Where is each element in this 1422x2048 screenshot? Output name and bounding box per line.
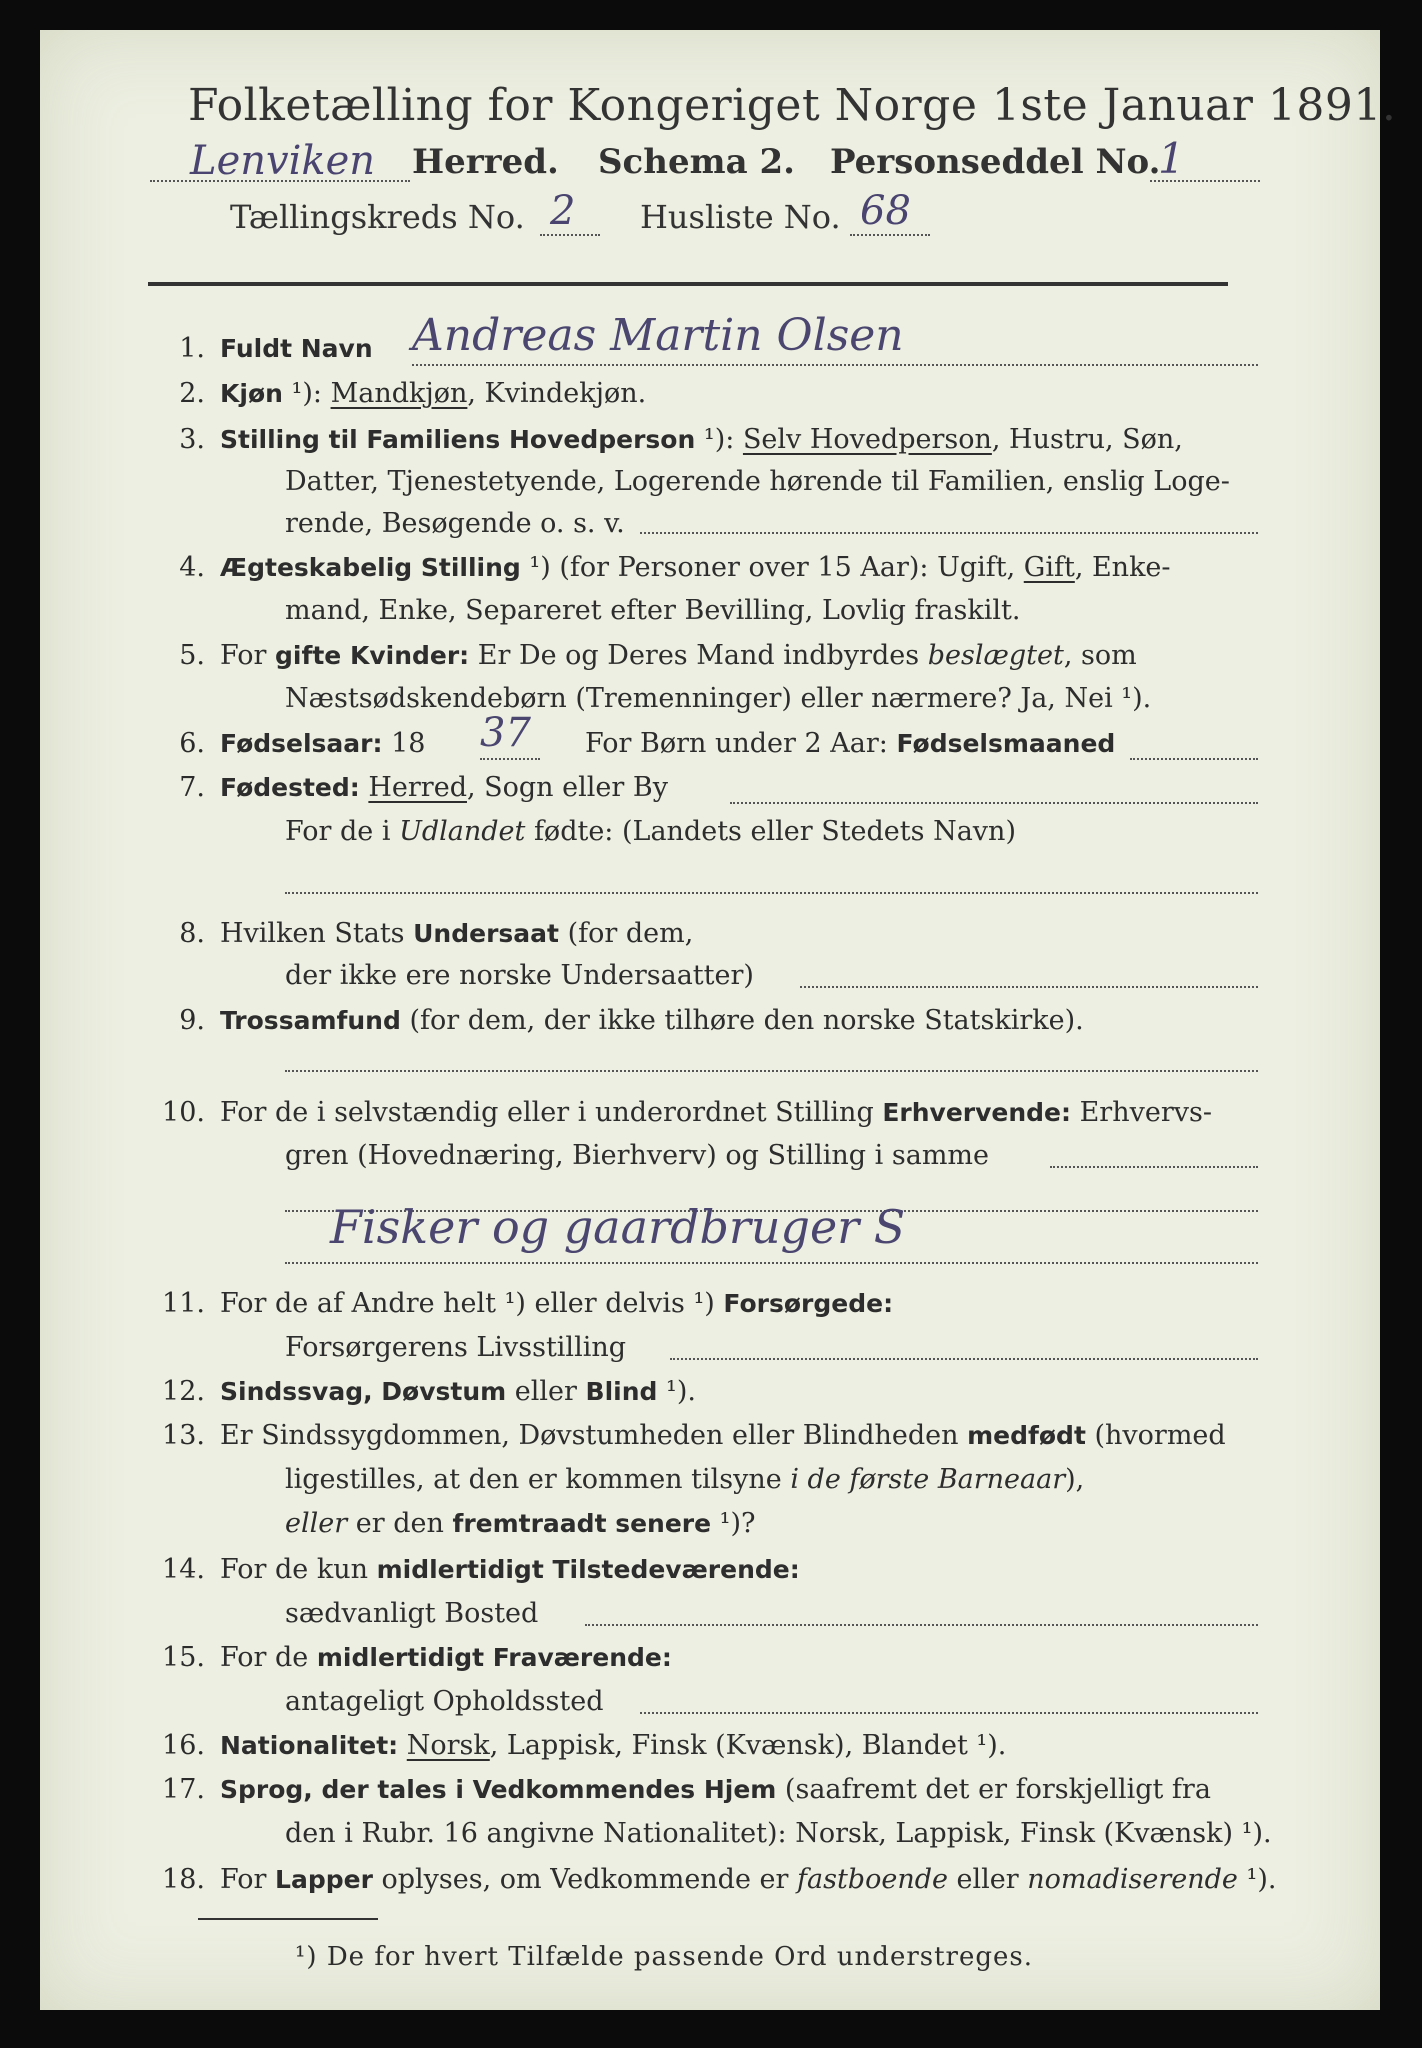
footnote-rule <box>198 1918 378 1920</box>
q11-dotline <box>670 1358 1258 1360</box>
q17-line2: den i Rubr. 16 angivne Nationalitet): Norsk, Lappisk, Finsk (Kvænsk) ¹). <box>285 1818 1272 1849</box>
q8-line1 <box>220 918 693 949</box>
q12-label2: Blind <box>585 1377 658 1406</box>
q12-rest: ¹). <box>657 1376 696 1407</box>
q17-line1 <box>220 1774 1211 1805</box>
q14-label: midlertidigt Tilstedeværende: <box>376 1555 800 1584</box>
q5-number: 5. <box>179 640 205 671</box>
q3-rest1: , Hustru, Søn, <box>991 424 1183 455</box>
q4-opt-gift: Gift <box>1023 552 1075 583</box>
q1-value: Andreas Martin Olsen <box>412 310 904 361</box>
q6-text: For Børn under 2 Aar: <box>585 728 897 759</box>
q3-line1 <box>220 424 1183 455</box>
q13-line3-rest: ¹)? <box>711 1508 756 1539</box>
q11-number: 11. <box>162 1288 205 1319</box>
q7-line2-pre: For de i <box>285 816 400 847</box>
husliste-value: 68 <box>860 188 911 234</box>
q2-number: 2. <box>179 378 205 409</box>
q10-pre: For de i selvstændig eller i underordnet Stilling <box>220 1097 883 1128</box>
census-form <box>40 30 1397 2010</box>
q8-number: 8. <box>179 918 205 949</box>
husliste-label: Husliste No. <box>640 198 841 236</box>
q7-label: Fødested: <box>220 773 360 802</box>
q6-number: 6. <box>179 728 205 759</box>
q6-dotline2 <box>1130 758 1258 760</box>
footnote: ¹) De for hvert Tilfælde passende Ord understreges. <box>295 1942 1034 1972</box>
q17-label: Sprog, der tales i Vedkommendes Hjem <box>220 1775 777 1804</box>
q9-number: 9. <box>179 1005 205 1036</box>
taellingskreds-dotline <box>540 234 600 236</box>
q12-number: 12. <box>162 1376 205 1407</box>
q18-number: 18. <box>162 1864 205 1895</box>
q16-label: Nationalitet: <box>220 1731 399 1760</box>
q16-line <box>220 1730 1006 1761</box>
q2-opt-mandkjon: Mandkjøn <box>330 378 468 409</box>
q11-line1 <box>220 1288 893 1319</box>
q9-line <box>220 1005 1084 1036</box>
q4-line2: mand, Enke, Separeret efter Bevilling, Lovlig fraskilt. <box>285 595 1021 626</box>
q7-line2-rest: fødte: (Landets eller Stedets Navn) <box>525 816 1016 847</box>
q15-line1 <box>220 1642 672 1673</box>
q16-number: 16. <box>162 1730 205 1761</box>
q13-line2-italic: i de første Barneaar <box>790 1464 1066 1495</box>
q6-value: 37 <box>480 710 531 756</box>
q4-line1 <box>220 552 1171 583</box>
q13-line2-pre: ligestilles, at den er kommen tilsyne <box>285 1464 791 1495</box>
q16-opt-norsk: Norsk <box>406 1730 490 1761</box>
q14-line1 <box>220 1554 800 1585</box>
q17-number: 17. <box>162 1774 205 1805</box>
q10-dotline3 <box>285 1262 1258 1264</box>
q9-rest: (for dem, der ikke tilhøre den norske Statskirke). <box>400 1005 1084 1036</box>
q13-line2 <box>285 1464 1084 1495</box>
q17-rest: (saafremt det er forskjelligt fra <box>776 1774 1211 1805</box>
q13-text: Er Sindssygdommen, Døvstumheden eller Blindheden <box>220 1420 968 1451</box>
q13-line3-mid: er den <box>347 1508 453 1539</box>
herred-label: Herred. <box>412 142 559 182</box>
q14-dotline <box>585 1624 1258 1626</box>
q4-text: (for Personer over 15 Aar): Ugift, <box>550 552 1024 583</box>
q9-dotline <box>285 1070 1258 1072</box>
q5-text: Er De og Deres Mand indbyrdes <box>469 640 928 671</box>
q6-line-b <box>585 728 1115 759</box>
q10-line1 <box>220 1097 1212 1128</box>
q1-label: Fuldt Navn <box>220 334 373 363</box>
q18-mid: eller <box>947 1864 1028 1895</box>
q2-sup: ¹): <box>291 378 322 409</box>
q8-pre: Hvilken Stats <box>220 918 414 949</box>
q18-pre: For <box>220 1864 276 1895</box>
q15-dotline <box>640 1712 1258 1714</box>
q5-label: gifte Kvinder: <box>275 641 470 670</box>
q10-number: 10. <box>162 1097 205 1128</box>
q3-number: 3. <box>179 424 205 455</box>
q3-label: Stilling til Familiens Hovedperson <box>220 425 696 454</box>
q12-mid: eller <box>506 1376 586 1407</box>
q8-line2: der ikke ere norske Undersaatter) <box>285 960 754 991</box>
q11-text: For de af Andre helt ¹) eller delvis ¹) <box>220 1288 724 1319</box>
q18-text: oplyses, om Vedkommende er <box>372 1864 797 1895</box>
q9-label: Trossamfund <box>220 1006 401 1035</box>
q11-line2: Forsørgerens Livsstilling <box>285 1332 627 1363</box>
q10-value: Fisker og gaardbruger S <box>330 1200 906 1254</box>
q18-italic2: nomadiserende <box>1027 1864 1238 1895</box>
q13-line3 <box>285 1508 756 1539</box>
personseddel-label: Personseddel No. <box>830 142 1161 182</box>
q15-pre: For de <box>220 1642 317 1673</box>
q10-line2: gren (Hovednæring, Bierhverv) og Stilling i samme <box>285 1140 990 1171</box>
q4-label: Ægteskabelig Stilling <box>220 553 521 582</box>
q13-rest: (hvormed <box>1085 1420 1226 1451</box>
q7-line2 <box>285 816 1016 847</box>
q10-rest: Erhvervs- <box>1071 1097 1212 1128</box>
q15-line2: antageligt Opholdssted <box>285 1686 604 1717</box>
q11-label: Forsørgede: <box>723 1289 894 1318</box>
q13-line3-italic: eller <box>285 1508 348 1539</box>
q3-line2: Datter, Tjenestetyende, Logerende hørende til Familien, enslig Loge- <box>285 466 1230 497</box>
q14-line2: sædvanligt Bosted <box>285 1598 539 1629</box>
q7-opt-herred: Herred <box>368 772 467 803</box>
q3-sup: ¹): <box>703 424 735 455</box>
q10-label: Erhvervende: <box>882 1098 1072 1127</box>
q13-line2-rest: ), <box>1065 1464 1085 1495</box>
q3-opt-selv: Selv Hovedperson <box>742 424 992 455</box>
q1-number: 1. <box>179 333 205 364</box>
q6-dotline <box>480 758 540 760</box>
q6-prefix: 18 <box>391 728 426 759</box>
q3-line3: rende, Besøgende o. s. v. <box>285 508 625 539</box>
q4-sup: ¹) <box>529 552 551 583</box>
q2-rest: , Kvindekjøn. <box>467 378 647 409</box>
herred-dotline <box>150 180 410 182</box>
q6-line <box>220 728 425 759</box>
taellingskreds-value: 2 <box>550 188 576 234</box>
q12-line <box>220 1376 696 1407</box>
q8-dotline <box>800 986 1258 988</box>
q2-label: Kjøn <box>220 379 283 408</box>
q14-number: 14. <box>162 1554 205 1585</box>
q13-number: 13. <box>162 1420 205 1451</box>
q5-italic: beslægtet <box>927 640 1064 671</box>
q13-label: medfødt <box>967 1421 1086 1450</box>
q16-rest: , Lappisk, Finsk (Kvænsk), Blandet ¹). <box>489 1730 1007 1761</box>
q13-line1 <box>220 1420 1226 1451</box>
q7-number: 7. <box>179 772 205 803</box>
husliste-dotline <box>850 234 930 236</box>
herred-value: Lenviken <box>190 138 376 184</box>
q5-line1 <box>220 640 1137 671</box>
q18-italic1: fastboende <box>797 1864 948 1895</box>
schema-label: Schema 2. <box>598 142 795 182</box>
q6-label2: Fødselsmaaned <box>896 729 1116 758</box>
q7-line1 <box>220 772 668 803</box>
q7-dotline2 <box>285 892 1258 894</box>
q1-dotline <box>412 364 1258 366</box>
q13-line3-label: fremtraadt senere <box>452 1509 712 1538</box>
q4-rest: , Enke- <box>1074 552 1171 583</box>
q18-line <box>220 1864 1276 1895</box>
q18-label: Lapper <box>275 1865 373 1894</box>
q15-label: midlertidigt Fraværende: <box>316 1643 672 1672</box>
q3-dotline <box>640 532 1258 534</box>
q10-dotline <box>1050 1166 1258 1168</box>
q12-label: Sindssvag, Døvstum <box>220 1377 507 1406</box>
taellingskreds-label: Tællingskreds No. <box>230 198 525 236</box>
q8-label: Undersaat <box>413 919 559 948</box>
q15-number: 15. <box>162 1642 205 1673</box>
q7-rest: , Sogn eller By <box>466 772 668 803</box>
q14-pre: For de kun <box>220 1554 377 1585</box>
q5-pre: For <box>220 640 276 671</box>
header-rule <box>148 282 1228 286</box>
q18-rest: ¹). <box>1237 1864 1277 1895</box>
q5-rest: , som <box>1063 640 1137 671</box>
personseddel-value: 1 <box>1158 134 1185 183</box>
q4-number: 4. <box>179 552 205 583</box>
q5-line2: Næstsødskendebørn (Tremenninger) eller nærmere? Ja, Nei ¹). <box>285 683 1152 714</box>
q8-rest: (for dem, <box>558 918 694 949</box>
q2-line <box>220 378 646 409</box>
personseddel-dotline <box>1150 180 1260 182</box>
form-title: Folketælling for Kongeriget Norge 1ste Januar 1891. <box>188 80 1397 131</box>
q7-line2-italic: Udlandet <box>399 816 526 847</box>
q7-dotline <box>730 802 1258 804</box>
q6-label: Fødselsaar: <box>220 729 383 758</box>
